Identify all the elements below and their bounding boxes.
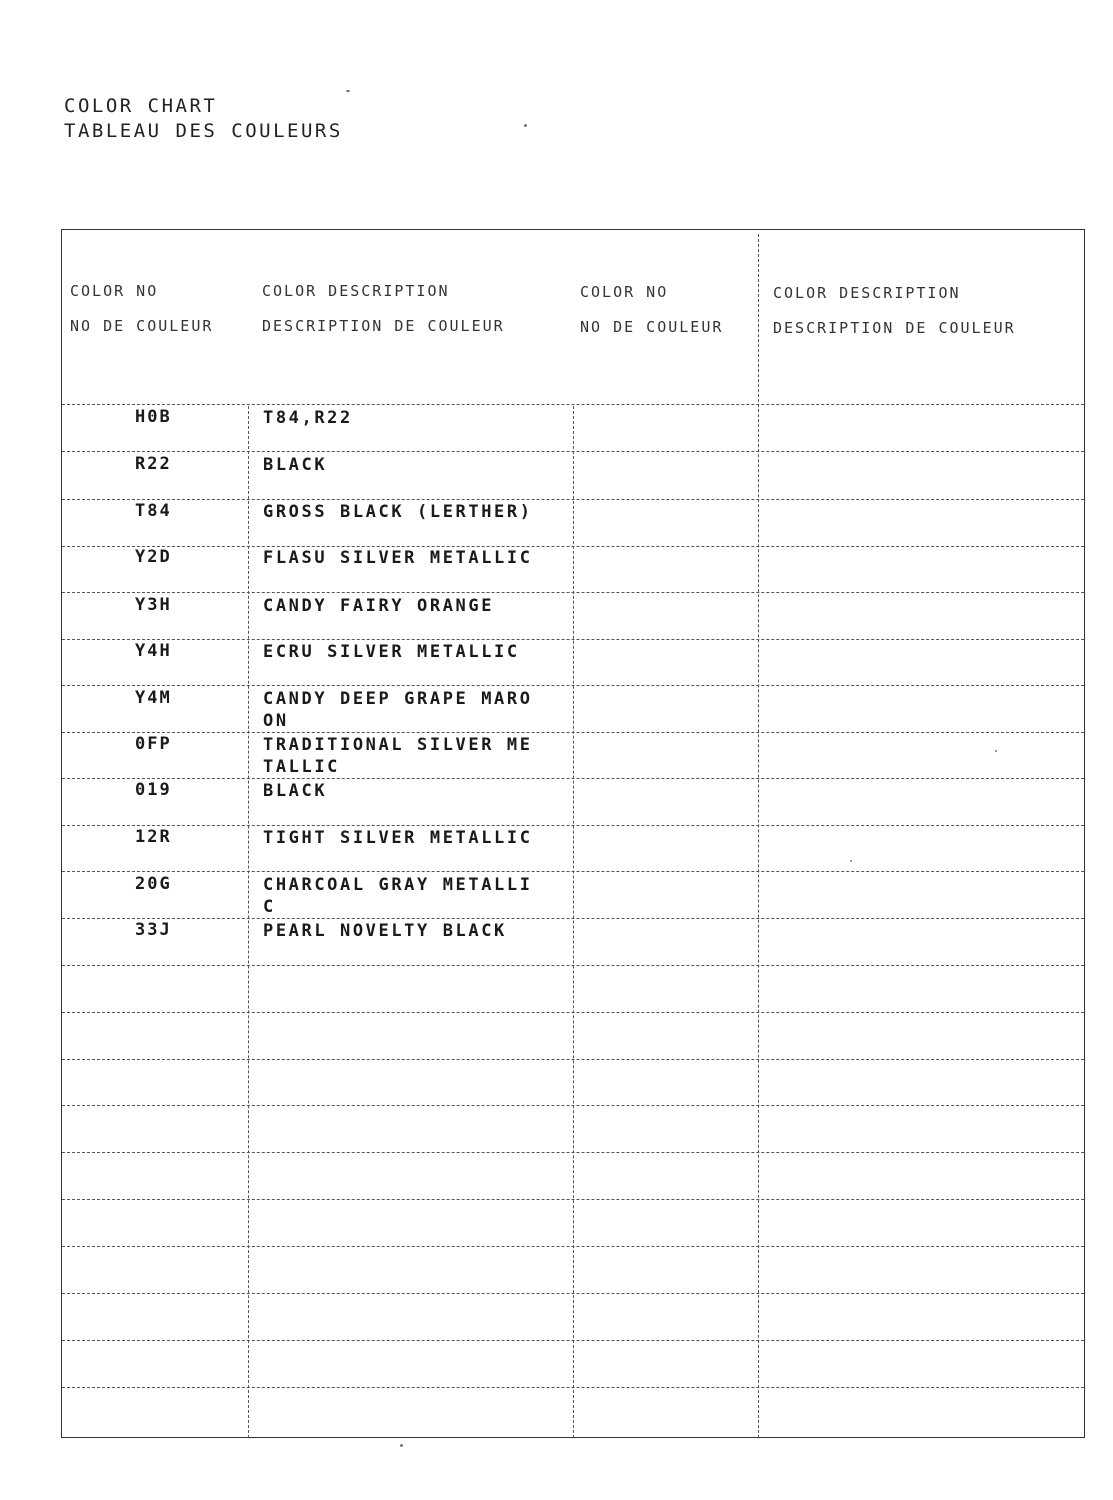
table-row-description: CANDY FAIRY ORANGE — [263, 596, 495, 616]
table-row-code: T84 — [135, 501, 172, 521]
table-row-description: TRADITIONAL SILVER ME TALLIC — [263, 735, 533, 777]
row-divider — [62, 404, 1084, 405]
header-color-no-2-en: COLOR NO — [580, 283, 669, 301]
row-divider — [62, 1340, 1084, 1341]
row-divider — [62, 592, 1084, 593]
table-row-code: Y3H — [135, 595, 172, 615]
color-table — [61, 229, 1085, 1438]
table-row-description: CANDY DEEP GRAPE MARO ON — [263, 689, 533, 731]
row-divider — [62, 1199, 1084, 1200]
row-divider — [62, 499, 1084, 500]
column-divider — [573, 406, 574, 1438]
row-divider — [62, 685, 1084, 686]
table-row-code: R22 — [135, 454, 172, 474]
table-row-description: BLACK — [263, 781, 328, 801]
table-row-code: Y2D — [135, 547, 172, 567]
row-divider — [62, 1059, 1084, 1060]
table-row-description: GROSS BLACK (LERTHER) — [263, 502, 533, 522]
row-divider — [62, 732, 1084, 733]
row-divider — [62, 965, 1084, 966]
header-color-no-1-en: COLOR NO — [70, 282, 159, 300]
scan-speck — [850, 860, 852, 862]
table-row-description: T84,R22 — [263, 408, 353, 428]
row-divider — [62, 1293, 1084, 1294]
header-color-desc-1-fr: DESCRIPTION DE COULEUR — [262, 317, 505, 335]
scan-speck — [524, 124, 527, 127]
row-divider — [62, 918, 1084, 919]
title-french: TABLEAU DES COULEURS — [64, 120, 343, 142]
table-row-description: PEARL NOVELTY BLACK — [263, 921, 507, 941]
table-row-description: CHARCOAL GRAY METALLI C — [263, 875, 533, 917]
table-row-code: 0FP — [135, 734, 172, 754]
row-divider — [62, 1012, 1084, 1013]
header-color-desc-2-en: COLOR DESCRIPTION — [773, 284, 961, 302]
header-color-desc-2-fr: DESCRIPTION DE COULEUR — [773, 319, 1016, 337]
table-row-code: Y4H — [135, 641, 172, 661]
table-row-code: 20G — [135, 874, 172, 894]
row-divider — [62, 1105, 1084, 1106]
table-row-code: 33J — [135, 920, 172, 940]
document-title — [64, 94, 343, 144]
row-divider — [62, 451, 1084, 452]
row-divider — [62, 1152, 1084, 1153]
column-divider — [758, 234, 759, 1438]
table-row-description: TIGHT SILVER METALLIC — [263, 828, 533, 848]
header-color-desc-1-en: COLOR DESCRIPTION — [262, 282, 450, 300]
row-divider — [62, 871, 1084, 872]
row-divider — [62, 639, 1084, 640]
row-divider — [62, 778, 1084, 779]
row-divider — [62, 1246, 1084, 1247]
header-color-no-1-fr: NO DE COULEUR — [70, 317, 214, 335]
table-row-description: ECRU SILVER METALLIC — [263, 642, 520, 662]
row-divider — [62, 825, 1084, 826]
header-color-no-2-fr: NO DE COULEUR — [580, 318, 724, 336]
scan-speck — [346, 90, 350, 92]
table-row-description: BLACK — [263, 455, 328, 475]
table-row-code: Y4M — [135, 688, 172, 708]
row-divider — [62, 1387, 1084, 1388]
scan-speck — [995, 750, 997, 752]
table-row-code: 12R — [135, 827, 172, 847]
table-row-description: FLASU SILVER METALLIC — [263, 548, 533, 568]
table-row-code: 019 — [135, 780, 172, 800]
column-divider — [248, 406, 249, 1438]
scan-speck — [400, 1444, 403, 1447]
title-english: COLOR CHART — [64, 95, 218, 117]
row-divider — [62, 546, 1084, 547]
table-row-code: H0B — [135, 407, 172, 427]
